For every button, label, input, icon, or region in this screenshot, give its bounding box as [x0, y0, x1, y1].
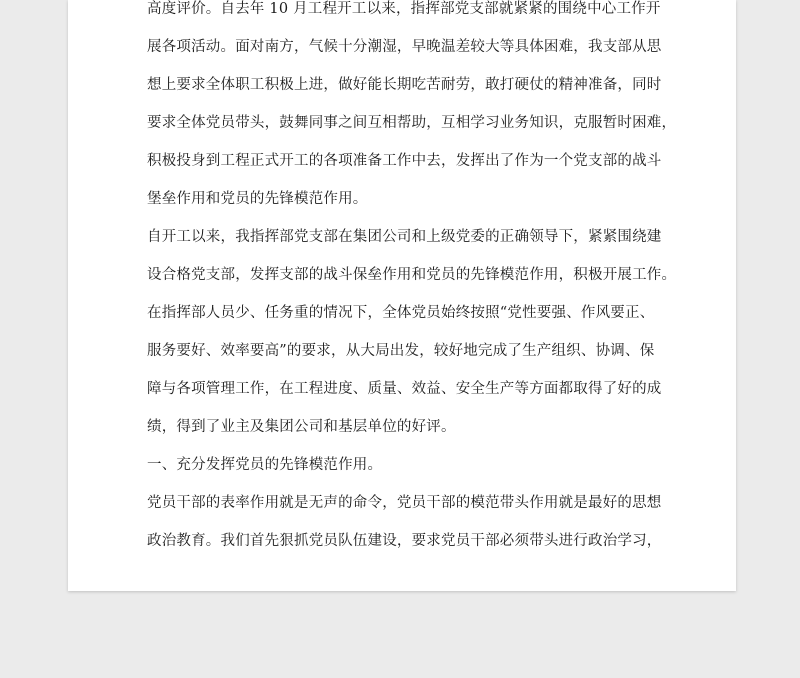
text-line: 积极投身到工程正式开工的各项准备工作中去，发挥出了作为一个党支部的战斗	[147, 153, 662, 169]
text-line: 想上要求全体职工积极上进，做好能长期吃苦耐劳，敢打硬仗的精神准备，同时	[147, 77, 662, 93]
text-line: 设合格党支部，发挥支部的战斗保垒作用和党员的先锋模范作用，积极开展工作。	[147, 267, 677, 283]
text-line: 政治教育。我们首先狠抓党员队伍建设，要求党员干部必须带头进行政治学习，	[147, 533, 662, 549]
text-line: 绩，得到了业主及集团公司和基层单位的好评。	[147, 419, 456, 435]
text-line: 障与各项管理工作，在工程进度、质量、效益、安全生产等方面都取得了好的成	[147, 381, 662, 397]
text-line: 展各项活动。面对南方，气候十分潮湿，早晚温差较大等具体困难，我支部从思	[147, 39, 662, 55]
text-line: 服务要好、效率要高”的要求，从大局出发，较好地完成了生产组织、协调、保	[147, 343, 655, 359]
text-line: 在指挥部人员少、任务重的情况下，全体党员始终按照“党性要强、作风要正、	[147, 305, 655, 321]
text-line: 自开工以来，我指挥部党支部在集团公司和上级党委的正确领导下，紧紧围绕建	[147, 229, 662, 245]
section-heading: 一、充分发挥党员的先锋模范作用。	[147, 457, 383, 473]
text-line: 堡垒作用和党员的先锋模范作用。	[147, 191, 368, 207]
document-page	[68, 0, 736, 591]
text-line: 高度评价。自去年 10 月工程开工以来，指挥部党支部就紧紧的围绕中心工作开	[147, 1, 661, 17]
text-line: 党员干部的表率作用就是无声的命令，党员干部的模范带头作用就是最好的思想	[147, 495, 662, 511]
text-line: 要求全体党员带头，鼓舞同事之间互相帮助，互相学习业务知识，克服暂时困难，	[147, 115, 677, 131]
